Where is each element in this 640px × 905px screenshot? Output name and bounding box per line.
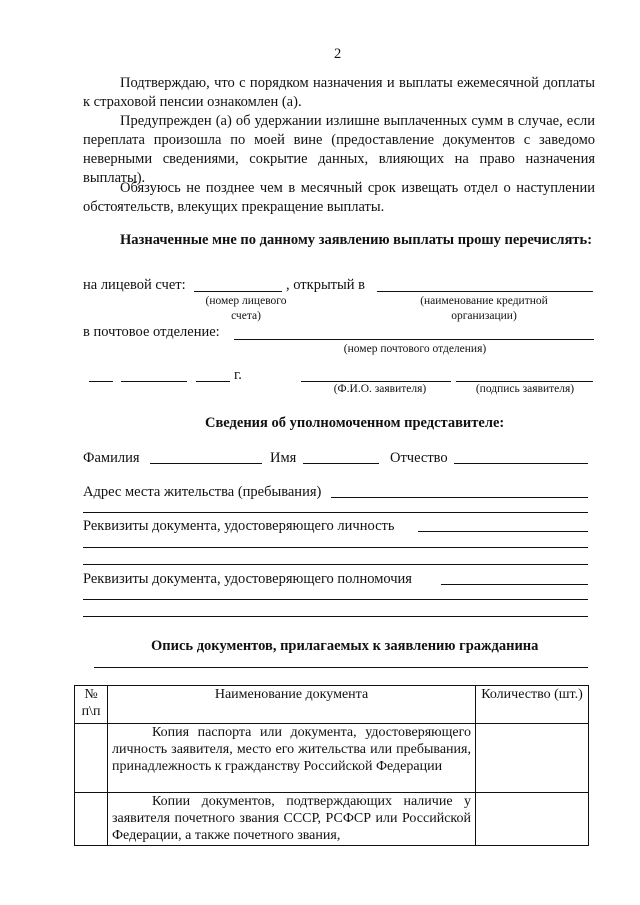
- authority-document-field-line-3[interactable]: [83, 616, 588, 617]
- id-document-field[interactable]: [418, 531, 588, 532]
- date-year-field[interactable]: [196, 381, 230, 382]
- patronymic-field[interactable]: [454, 463, 588, 464]
- bank-name-field[interactable]: [377, 291, 593, 292]
- post-office-field[interactable]: [234, 339, 594, 340]
- column-header-quantity: Количество (шт.): [476, 686, 589, 724]
- paragraph-warning: Предупрежден (а) об удержании излишне выплаченных сумм в случае, если переплата произошла по моей вине (предоставление документов с заведомо неверными сведениями, сокрытие данных, влияющих на право назначения выплаты).: [83, 113, 595, 186]
- opened-in-label: , открытый в: [286, 277, 365, 293]
- surname-label: Фамилия: [83, 450, 140, 466]
- name-label: Имя: [270, 450, 297, 466]
- account-number-field[interactable]: [194, 291, 282, 292]
- name-field[interactable]: [303, 463, 379, 464]
- post-office-caption: (номер почтового отделения): [343, 343, 487, 355]
- inventory-applicant-name-field[interactable]: [94, 667, 588, 668]
- date-day-field[interactable]: [89, 381, 113, 382]
- date-month-field[interactable]: [121, 381, 187, 382]
- payment-heading: Назначенные мне по данному заявлению выплаты прошу перечислять:: [120, 232, 593, 248]
- table-header-row: [75, 686, 589, 724]
- account-label: на лицевой счет:: [83, 277, 186, 293]
- post-office-label: в почтовое отделение:: [83, 324, 220, 340]
- bank-name-caption: (наименование кредитной организации): [420, 295, 548, 322]
- authority-document-field[interactable]: [441, 584, 588, 585]
- year-suffix: г.: [234, 367, 242, 383]
- inventory-heading: Опись документов, прилагаемых к заявлению гражданина: [151, 638, 539, 654]
- page-number: 2: [334, 46, 342, 62]
- row-number-cell[interactable]: [75, 793, 108, 846]
- table-row: [75, 724, 589, 793]
- applicant-fio-caption: (Ф.И.О. заявителя): [333, 383, 427, 395]
- paragraph-acknowledge: Подтверждаю, что с порядком назначения и выплаты ежемесячной доплаты к страховой пенсии ознакомлен (а).: [83, 75, 595, 110]
- document-name-cell: Копии документов, подтверждающих наличие у заявителя почетного звания СССР, РСФСР или Российской Федерации, а также почетного звания,: [108, 793, 476, 846]
- quantity-cell[interactable]: [476, 724, 589, 793]
- paragraph-obligation: Обязуюсь не позднее чем в месячный срок извещать отдел о наступлении обстоятельств, влекущих прекращение выплаты.: [83, 180, 595, 215]
- id-document-field-line-2[interactable]: [83, 547, 588, 548]
- column-header-number: № п\п: [75, 686, 108, 724]
- address-field-line-2[interactable]: [83, 512, 588, 513]
- address-field[interactable]: [331, 497, 588, 498]
- authority-document-field-line-2[interactable]: [83, 599, 588, 600]
- patronymic-label: Отчество: [390, 450, 448, 466]
- quantity-cell[interactable]: [476, 793, 589, 846]
- authority-document-label: Реквизиты документа, удостоверяющего полномочия: [83, 571, 412, 587]
- table-row: [75, 793, 589, 846]
- row-number-cell[interactable]: [75, 724, 108, 793]
- account-number-caption: (номер лицевого счета): [205, 295, 287, 322]
- document-name-cell: Копия паспорта или документа, удостоверяющего личность заявителя, место его жительства или пребывания, принадлежность к гражданству Российской Федерации: [108, 724, 476, 793]
- column-header-document-name: Наименование документа: [108, 686, 476, 724]
- id-document-label: Реквизиты документа, удостоверяющего личность: [83, 518, 395, 534]
- address-label: Адрес места жительства (пребывания): [83, 484, 322, 500]
- representative-heading: Сведения об уполномоченном представителе:: [205, 415, 505, 431]
- id-document-field-line-3[interactable]: [83, 564, 588, 565]
- documents-table: [74, 685, 589, 846]
- surname-field[interactable]: [150, 463, 262, 464]
- applicant-signature-caption: (подпись заявителя): [475, 383, 575, 395]
